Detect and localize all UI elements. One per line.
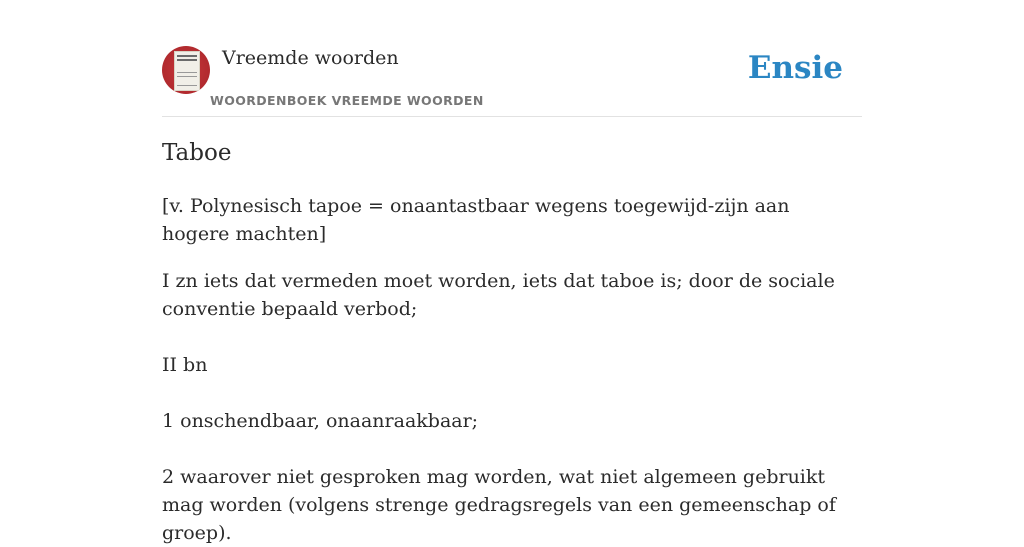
entry-title: Taboe — [162, 140, 232, 166]
site-name[interactable]: Vreemde woorden — [222, 47, 399, 69]
definition-adjective-2: 2 waarover niet gesproken mag worden, wat niet algemeen gebruikt mag worden (volgens strenge gedragsregels van een gemeenschap of groep). — [162, 466, 836, 544]
brand-logo[interactable]: Ensie — [747, 50, 843, 86]
site-subtitle: WOORDENBOEK VREEMDE WOORDEN — [210, 93, 484, 108]
definition-adjective-heading: II bn — [162, 354, 208, 376]
book-cover-icon — [174, 51, 200, 91]
definition-adjective-1: 1 onschendbaar, onaanraakbaar; — [162, 410, 479, 432]
avatar[interactable] — [162, 46, 210, 94]
site-header — [162, 46, 862, 117]
definition-noun: I zn iets dat vermeden moet worden, iets dat taboe is; door de sociale conventie bepaald verbod; — [162, 270, 835, 320]
etymology: [v. Polynesisch tapoe = onaantastbaar wegens toegewijd-zijn aan hogere machten] — [162, 195, 790, 245]
